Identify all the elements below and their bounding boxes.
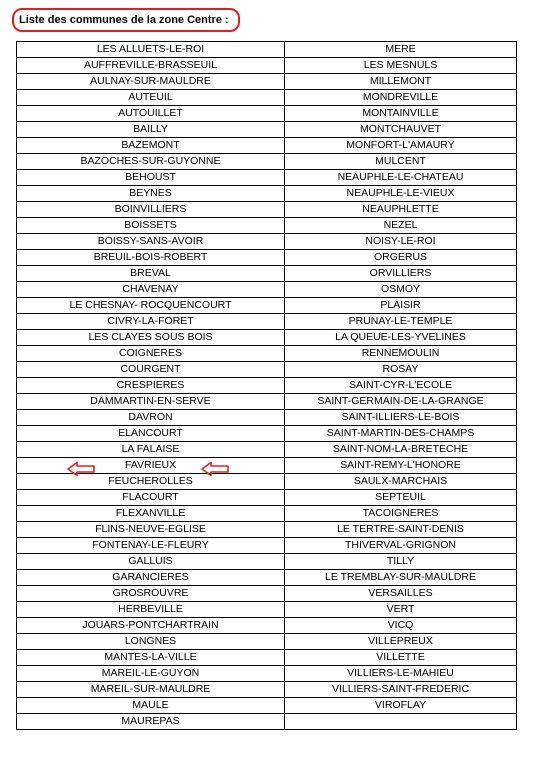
commune-cell-right: RENNEMOULIN: [285, 346, 517, 362]
table-row: [17, 282, 517, 298]
table-row: [17, 346, 517, 362]
commune-cell-left: MAREIL-LE-GUYON: [17, 666, 285, 682]
table-row: [17, 682, 517, 698]
table-row: [17, 490, 517, 506]
commune-cell-right: PRUNAY-LE-TEMPLE: [285, 314, 517, 330]
commune-cell-right: VILLIERS-LE-MAHIEU: [285, 666, 517, 682]
table-row: [17, 602, 517, 618]
table-row: [17, 714, 517, 730]
commune-cell-left: MAULE: [17, 698, 285, 714]
table-row: [17, 58, 517, 74]
commune-cell-right: SEPTEUIL: [285, 490, 517, 506]
table-row: [17, 634, 517, 650]
table-row: [17, 266, 517, 282]
commune-cell-left: FLEXANVILLE: [17, 506, 285, 522]
commune-cell-left: AULNAY-SUR-MAULDRE: [17, 74, 285, 90]
commune-cell-right: ROSAY: [285, 362, 517, 378]
table-row: [17, 154, 517, 170]
commune-cell-right: OSMOY: [285, 282, 517, 298]
commune-cell-right: VERSAILLES: [285, 586, 517, 602]
commune-cell-left: FEUCHEROLLES: [17, 474, 285, 490]
table-row: [17, 362, 517, 378]
table-row: [17, 442, 517, 458]
commune-cell-right: TACOIGNERES: [285, 506, 517, 522]
commune-cell-right: NEAUPHLE-LE-CHATEAU: [285, 170, 517, 186]
commune-cell-left: LA FALAISE: [17, 442, 285, 458]
commune-cell-right: ORGERUS: [285, 250, 517, 266]
table-row: [17, 394, 517, 410]
commune-cell-right: LES MESNULS: [285, 58, 517, 74]
commune-cell-right: NEAUPHLETTE: [285, 202, 517, 218]
communes-table: [16, 41, 517, 730]
commune-cell-left: CHAVENAY: [17, 282, 285, 298]
commune-cell-left: LONGNES: [17, 634, 285, 650]
commune-cell-right: NOISY-LE-ROI: [285, 234, 517, 250]
commune-cell-left: FAVRIEUX: [17, 458, 285, 474]
commune-cell-right: VIROFLAY: [285, 698, 517, 714]
table-row: [17, 122, 517, 138]
table-row: [17, 586, 517, 602]
table-row: [17, 90, 517, 106]
commune-cell-left: CIVRY-LA-FORET: [17, 314, 285, 330]
commune-cell-left: COIGNERES: [17, 346, 285, 362]
commune-cell-left: GARANCIERES: [17, 570, 285, 586]
table-row: [17, 170, 517, 186]
arrow-left-icon: [66, 461, 96, 477]
commune-cell-right: NEZEL: [285, 218, 517, 234]
table-row: [17, 618, 517, 634]
commune-cell-right: MILLEMONT: [285, 74, 517, 90]
commune-cell-left: HERBEVILLE: [17, 602, 285, 618]
table-row: [17, 666, 517, 682]
table-row: [17, 506, 517, 522]
commune-cell-right: LA QUEUE-LES-YVELINES: [285, 330, 517, 346]
commune-cell-right: SAINT-REMY-L'HONORE: [285, 458, 517, 474]
commune-cell-left: FLACOURT: [17, 490, 285, 506]
commune-cell-left: DAVRON: [17, 410, 285, 426]
commune-cell-right: LE TREMBLAY-SUR-MAULDRE: [285, 570, 517, 586]
table-row: [17, 218, 517, 234]
commune-cell-left: BAZEMONT: [17, 138, 285, 154]
commune-cell-right: LE TERTRE-SAINT-DENIS: [285, 522, 517, 538]
commune-cell-right: MULCENT: [285, 154, 517, 170]
commune-cell-left: JOUARS-PONTCHARTRAIN: [17, 618, 285, 634]
commune-cell-left: BOISSY-SANS-AVOIR: [17, 234, 285, 250]
commune-cell-left: ELANCOURT: [17, 426, 285, 442]
commune-cell-left: FONTENAY-LE-FLEURY: [17, 538, 285, 554]
table-row: [17, 250, 517, 266]
commune-cell-left: BREVAL: [17, 266, 285, 282]
commune-cell-left: LES ALLUETS-LE-ROI: [17, 42, 285, 58]
commune-cell-left: BOINVILLIERS: [17, 202, 285, 218]
commune-cell-right: SAULX-MARCHAIS: [285, 474, 517, 490]
table-row: [17, 378, 517, 394]
table-row: [17, 314, 517, 330]
commune-cell-right: SAINT-NOM-LA-BRETECHE: [285, 442, 517, 458]
commune-cell-left: DAMMARTIN-EN-SERVE: [17, 394, 285, 410]
commune-cell-right: TILLY: [285, 554, 517, 570]
commune-cell-left: BREUIL-BOIS-ROBERT: [17, 250, 285, 266]
commune-cell-left: GROSROUVRE: [17, 586, 285, 602]
arrow-left-icon: [200, 461, 230, 477]
commune-cell-right: SAINT-GERMAIN-DE-LA-GRANGE: [285, 394, 517, 410]
table-row: [17, 554, 517, 570]
commune-cell-left: FLINS-NEUVE-EGLISE: [17, 522, 285, 538]
commune-cell-right: ORVILLIERS: [285, 266, 517, 282]
commune-cell-left: BEYNES: [17, 186, 285, 202]
table-row: [17, 298, 517, 314]
table-row: [17, 42, 517, 58]
commune-cell-left: BEHOUST: [17, 170, 285, 186]
table-row: [17, 234, 517, 250]
table-row: [17, 410, 517, 426]
commune-cell-right: NEAUPHLE-LE-VIEUX: [285, 186, 517, 202]
commune-cell-right: SAINT-ILLIERS-LE-BOIS: [285, 410, 517, 426]
commune-cell-right: SAINT-CYR-L'ECOLE: [285, 378, 517, 394]
commune-cell-left: CRESPIERES: [17, 378, 285, 394]
commune-cell-right: SAINT-MARTIN-DES-CHAMPS: [285, 426, 517, 442]
commune-cell-right: VILLEPREUX: [285, 634, 517, 650]
commune-cell-right: VILLETTE: [285, 650, 517, 666]
commune-cell-left: BOISSETS: [17, 218, 285, 234]
commune-cell-left: BAILLY: [17, 122, 285, 138]
table-row: [17, 202, 517, 218]
commune-cell-left: LE CHESNAY- ROCQUENCOURT: [17, 298, 285, 314]
commune-cell-right: MONFORT-L'AMAURY: [285, 138, 517, 154]
commune-cell-right: VILLIERS-SAINT-FREDERIC: [285, 682, 517, 698]
commune-cell-left: MAREIL-SUR-MAULDRE: [17, 682, 285, 698]
commune-cell-left: COURGENT: [17, 362, 285, 378]
table-row: [17, 138, 517, 154]
commune-cell-left: BAZOCHES-SUR-GUYONNE: [17, 154, 285, 170]
commune-cell-left: GALLUIS: [17, 554, 285, 570]
commune-cell-left: AUTOUILLET: [17, 106, 285, 122]
table-row: [17, 186, 517, 202]
page-title: Liste des communes de la zone Centre :: [19, 14, 229, 26]
table-row: [17, 698, 517, 714]
commune-cell-right: MONTAINVILLE: [285, 106, 517, 122]
commune-cell-right: VERT: [285, 602, 517, 618]
commune-cell-left: AUTEUIL: [17, 90, 285, 106]
commune-cell-right: THIVERVAL-GRIGNON: [285, 538, 517, 554]
communes-table-body: [17, 42, 517, 730]
table-row: [17, 330, 517, 346]
table-row: [17, 570, 517, 586]
commune-cell-left: LES CLAYES SOUS BOIS: [17, 330, 285, 346]
table-row: [17, 522, 517, 538]
commune-cell-left: AUFFREVILLE-BRASSEUIL: [17, 58, 285, 74]
table-row: [17, 650, 517, 666]
commune-cell-right: MERE: [285, 42, 517, 58]
commune-cell-right: VICQ: [285, 618, 517, 634]
table-row: [17, 106, 517, 122]
table-row: [17, 426, 517, 442]
commune-cell-right: MONDREVILLE: [285, 90, 517, 106]
commune-cell-right: MONTCHAUVET: [285, 122, 517, 138]
commune-cell-left: MANTES-LA-VILLE: [17, 650, 285, 666]
commune-cell-right: [285, 714, 517, 730]
table-row: [17, 538, 517, 554]
commune-cell-left: MAUREPAS: [17, 714, 285, 730]
table-row: [17, 74, 517, 90]
commune-cell-right: PLAISIR: [285, 298, 517, 314]
